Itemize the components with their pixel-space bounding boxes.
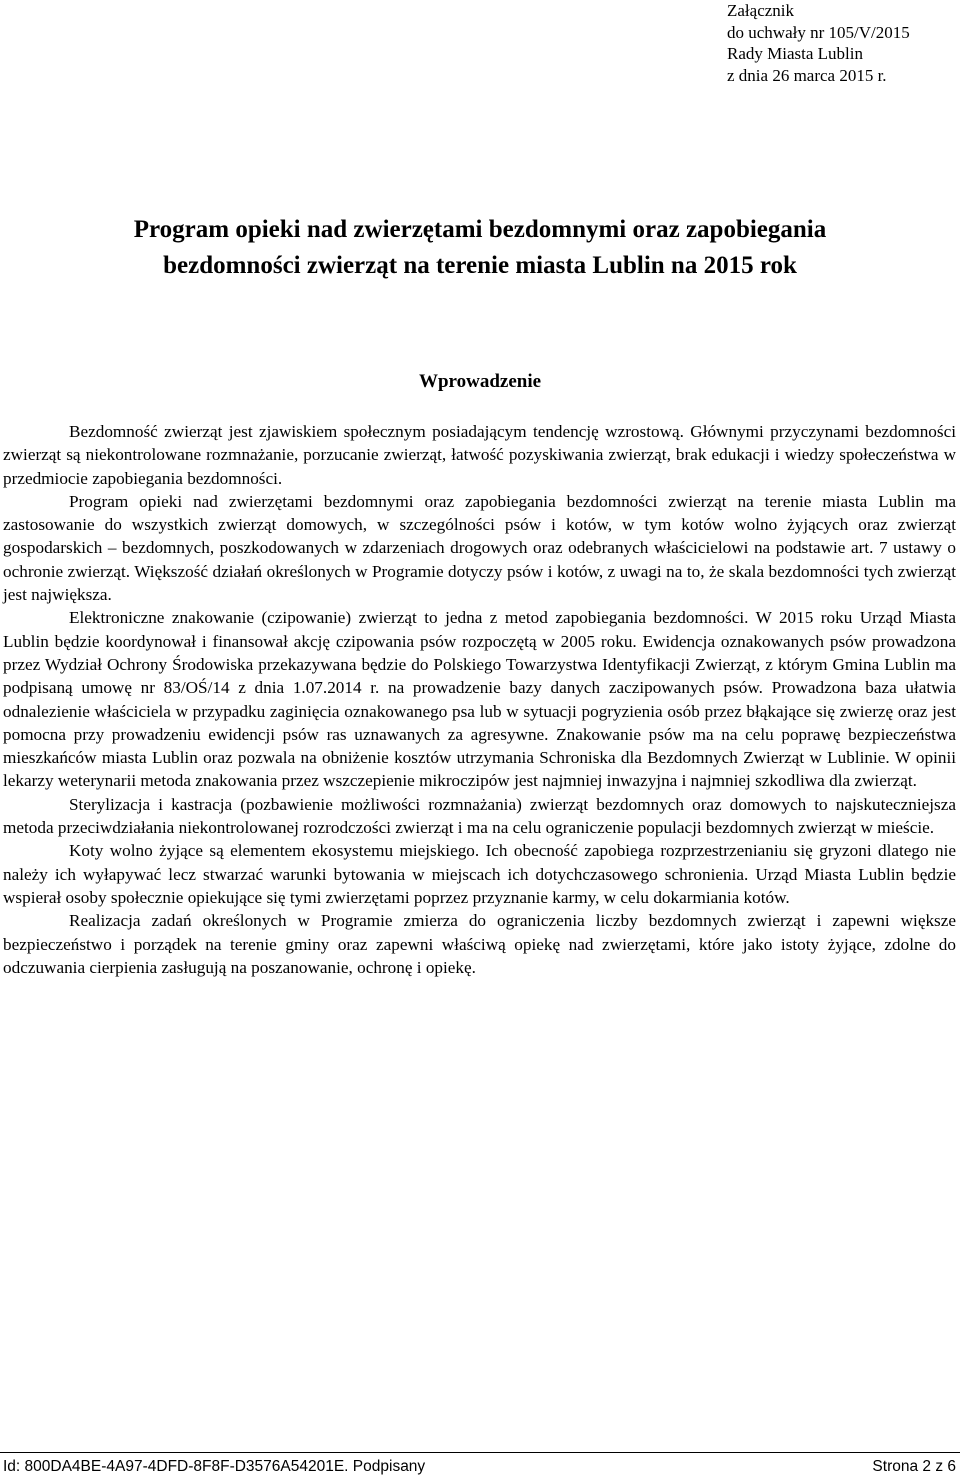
document-title-line: bezdomności zwierząt na terenie miasta Lublin na 2015 rok [163, 252, 797, 279]
paragraph: Realizacja zadań określonych w Programie zmierza do ograniczenia liczby bezdomnych zwierząt i zapewni większe bezpieczeństwo i porządek na terenie gminy oraz zapewni właściwą opiekę nad zwierzętami, które jako istoty żyjące, zdolne do odczuwania cierpienia zasługują na poszanowanie, ochronę i opiekę. [3, 911, 956, 977]
attachment-line: Załącznik [727, 1, 795, 20]
paragraph: Sterylizacja i kastracja (pozbawienie możliwości rozmnażania) zwierząt bezdomnych oraz domowych to najskuteczniejsza metoda przeciwdziałania niekontrolowanej rozrodczości zwierząt i ma na celu ograniczenie populacji bezdomnych zwierząt w mieście. [3, 794, 956, 838]
paragraph: Bezdomność zwierząt jest zjawiskiem społecznym posiadającym tendencję wzrostową. Głównymi przyczynami bezdomności zwierząt są niekontrolowane rozmnażanie, porzucanie zwierząt, łatwość pozyskiwania zwierząt, brak edukacji i wiedzy społeczeństwa w przedmiocie zapobiegania bezdomności. [3, 422, 956, 488]
attachment-line: z dnia 26 marca 2015 r. [727, 65, 887, 85]
attachment-note [727, 0, 957, 86]
page-footer [0, 1452, 960, 1477]
attachment-line: Rady Miasta Lublin [727, 44, 863, 63]
page-number: Strona 2 z 6 [872, 1458, 956, 1475]
document-title [40, 212, 920, 284]
paragraph: Elektroniczne znakowanie (czipowanie) zwierząt to jedna z metod zapobiegania bezdomności. W 2015 roku Urząd Miasta Lublin będzie koordynował i finansował akcję czipowania psów rozpoczętą w 2005 roku. Ewidencja oznakowanych psów prowadzona przez Wydział Ochrony Środowiska przekazywana będzie do Polskiego Towarzystwa Identyfikacji Zwierząt, z którym Gmina Lublin ma podpisaną umowę nr 83/OŚ/14 z dnia 1.07.2014 r. na prowadzenie bazy danych zaczipowanych psów. Prowadzona baza ułatwia odnalezienie właściciela w przypadku zaginięcia oznakowanego psa lub w sytuacji pogryzienia osób przez błąkające się zwierzę oraz jest pomocna przy prowadzeniu ewidencji psów ras uznawanych za agresywne. Znakowanie psów ma na celu poprawę bezpieczeństwa mieszkańców miasta Lublin oraz pozwala na obniżenie kosztów utrzymania Schroniska dla Bezdomnych Zwierząt w Lublinie. W opinii lekarzy weterynarii metoda znakowania przez wszczepienie mikroczipów jest najmniej inwazyjna i najmniej szkodliwa dla zwierząt. [3, 608, 956, 791]
paragraph: Koty wolno żyjące są elementem ekosystemu miejskiego. Ich obecność zapobiega rozprzestrzenianiu się gryzoni dlatego nie należy ich wyłapywać lecz stwarzać warunki bytowania w miejscach ich dotychczasowego schronienia. Urząd Miasta Lublin będzie wspierał osoby społecznie opiekujące się tymi zwierzętami poprzez przyznanie karmy, w celu dokarmiania kotów. [3, 841, 956, 907]
section-heading: Wprowadzenie [418, 371, 542, 392]
document-title-line: Program opieki nad zwierzętami bezdomnymi oraz zapobiegania [133, 216, 827, 243]
document-id: Id: 800DA4BE-4A97-4DFD-8F8F-D3576A54201E. Podpisany [3, 1458, 426, 1475]
body-text [3, 420, 956, 979]
paragraph: Program opieki nad zwierzętami bezdomnymi oraz zapobiegania bezdomności zwierząt na terenie miasta Lublin ma zastosowanie do wszystkich zwierząt domowych, w szczególności psów i kotów, w tym kotów wolno żyjących oraz zwierząt gospodarskich – bezdomnych, poszkodowanych w zdarzeniach drogowych oraz odebranych właścicielowi na podstawie art. 7 ustawy o ochronie zwierząt. Większość działań określonych w Programie dotyczy psów i kotów, z uwagi na to, że skala bezdomności tych zwierząt jest największa. [3, 491, 956, 605]
attachment-line: do uchwały nr 105/V/2015 [727, 22, 910, 42]
